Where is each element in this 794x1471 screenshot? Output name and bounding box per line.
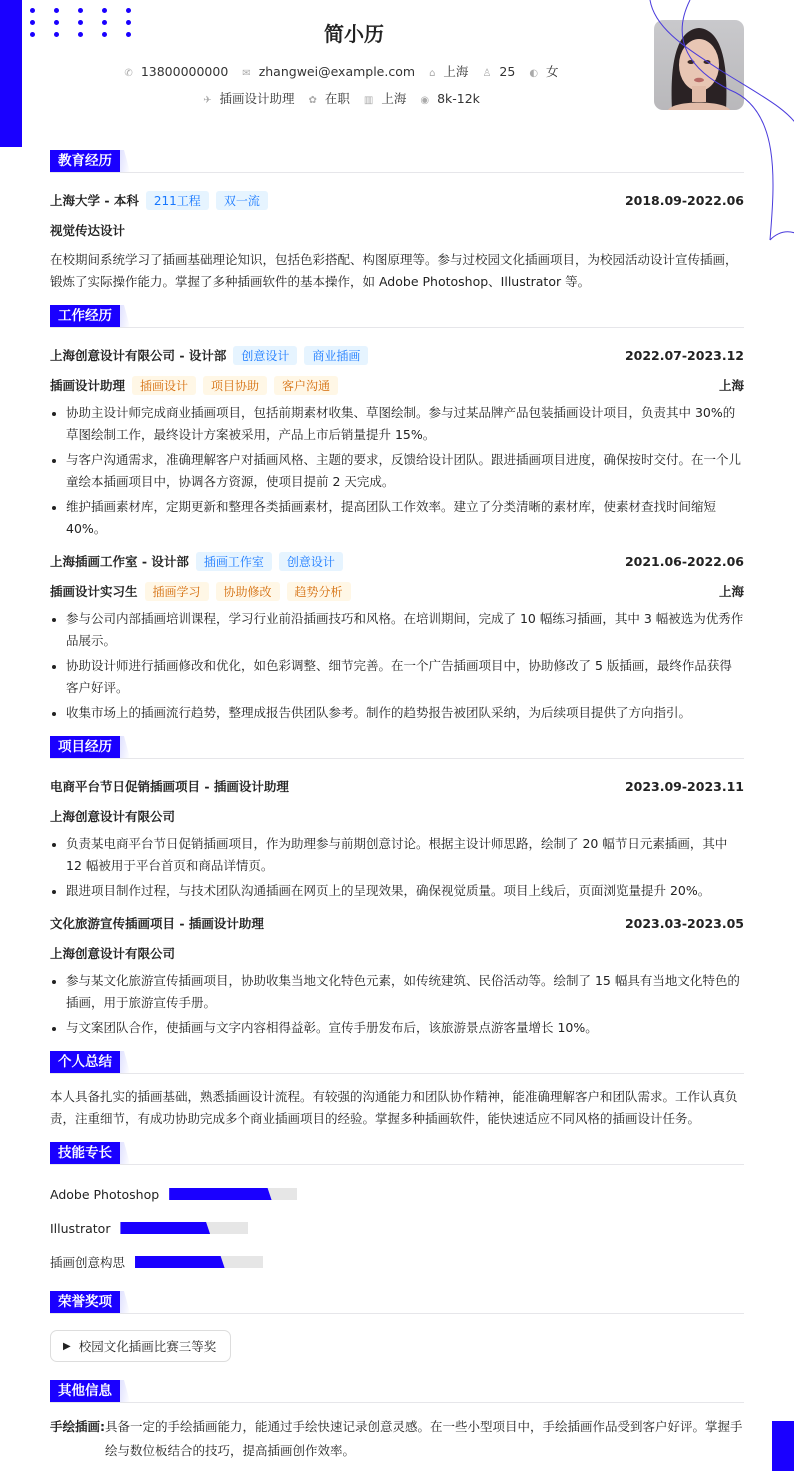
bullet-list bbox=[50, 608, 744, 724]
tag: 插画学习 bbox=[145, 582, 209, 601]
section-awards bbox=[50, 1291, 744, 1368]
tag: 插画工作室 bbox=[196, 552, 272, 571]
education-header bbox=[50, 185, 744, 215]
tag: 211工程 bbox=[146, 191, 209, 210]
section-header bbox=[50, 1291, 744, 1314]
intent-text: 插画设计助理 bbox=[219, 91, 295, 106]
contacts-text: 25 bbox=[499, 64, 516, 79]
dot bbox=[78, 8, 83, 13]
tag: 协助修改 bbox=[216, 582, 280, 601]
section-education bbox=[50, 150, 744, 293]
bullet-list bbox=[50, 970, 744, 1039]
status-icon: ✿ bbox=[308, 95, 317, 106]
role-row bbox=[50, 370, 744, 400]
info-item bbox=[242, 64, 415, 79]
section-title: 个人总结 bbox=[50, 1051, 120, 1073]
award-name: 校园文化插画比赛三等奖 bbox=[78, 1339, 217, 1354]
section-header bbox=[50, 305, 744, 328]
work-date: 2021.06-2022.06 bbox=[624, 553, 744, 569]
education-left bbox=[50, 191, 268, 210]
intent-text: 在职 bbox=[324, 91, 350, 106]
section-header bbox=[50, 736, 744, 759]
tag: 趋势分析 bbox=[287, 582, 351, 601]
skill-bar bbox=[120, 1222, 248, 1234]
tag: 创意设计 bbox=[279, 552, 343, 571]
other-value: 具备一定的手绘插画能力，能通过手绘快速记录创意灵感。在一些小型项目中，手绘插画作品受到客户好评。掌握手绘与数位板结合的技巧，提高插画创作效率。 bbox=[105, 1419, 743, 1458]
salary-icon: ◉ bbox=[420, 95, 430, 106]
section-title-decoration bbox=[120, 736, 130, 758]
bullet-item: 参与某文化旅游宣传插画项目，协助收集当地文化特色元素，如传统建筑、民俗活动等。绘制了 15 幅具有当地文化特色的插画，用于旅游宣传手册。 bbox=[50, 970, 744, 1014]
section-title: 教育经历 bbox=[50, 150, 120, 172]
section-title-decoration bbox=[120, 305, 130, 327]
section-title-decoration bbox=[120, 1051, 130, 1073]
age-icon: ♙ bbox=[482, 68, 492, 79]
tag: 创意设计 bbox=[233, 346, 297, 365]
home-icon: ⌂ bbox=[429, 68, 436, 79]
education-description: 在校期间系统学习了插画基础理论知识，包括色彩搭配、构图原理等。参与过校园文化插画项目，为校园活动设计宣传插画，锻炼了实际操作能力。掌握了多种插画软件的基本操作，如 Adobe Photoshop、Illustrator 等。 bbox=[50, 252, 738, 289]
accent-bar-bottom-right bbox=[772, 1421, 794, 1471]
dot bbox=[102, 8, 107, 13]
section-title-decoration bbox=[120, 1380, 130, 1402]
role-left bbox=[50, 376, 338, 395]
dot bbox=[126, 8, 131, 13]
project-header bbox=[50, 908, 744, 938]
bullet-item: 与文案团队合作，使插画与文字内容相得益彰。宣传手册发布后，该旅游景点游客量增长 10%。 bbox=[50, 1017, 744, 1039]
work-header bbox=[50, 546, 744, 576]
section-other bbox=[50, 1380, 744, 1463]
skill-name: Adobe Photoshop bbox=[50, 1186, 160, 1202]
section-header bbox=[50, 1380, 744, 1403]
section-summary bbox=[50, 1051, 744, 1130]
skill-bar-fill bbox=[169, 1188, 271, 1200]
gender-icon: ◐ bbox=[529, 68, 539, 79]
dot bbox=[54, 8, 59, 13]
info-item bbox=[364, 91, 406, 106]
contacts-text: 女 bbox=[546, 64, 559, 79]
summary-text: 本人具备扎实的插画基础，熟悉插画设计流程。有较强的沟通能力和团队协作精神，能准确理解客户和团队需求。工作认真负责，注重细节，有成功协助完成多个商业插画项目的经验。掌握多种插画软件，能快速适应不同风格的插画设计任务。 bbox=[50, 1089, 738, 1126]
tag: 客户沟通 bbox=[274, 376, 338, 395]
section-title: 其他信息 bbox=[50, 1380, 120, 1402]
work-left bbox=[50, 552, 343, 571]
section-skills bbox=[50, 1142, 744, 1279]
section-header bbox=[50, 1142, 744, 1165]
tag: 项目协助 bbox=[203, 376, 267, 395]
info-item bbox=[308, 91, 349, 106]
contacts-text: zhangwei@example.com bbox=[258, 64, 416, 79]
candidate-name: 简小历 bbox=[324, 22, 384, 46]
company-name: 上海插画工作室 - 设计部 bbox=[50, 554, 189, 569]
bullet-list bbox=[50, 833, 744, 902]
skill-item bbox=[50, 1177, 403, 1211]
skill-name: Illustrator bbox=[50, 1220, 111, 1236]
info-item bbox=[420, 91, 480, 106]
intent-text: 8k-12k bbox=[437, 91, 480, 106]
education-date: 2018.09-2022.06 bbox=[624, 192, 744, 208]
work-header bbox=[50, 340, 744, 370]
section-title-decoration bbox=[120, 150, 130, 172]
skill-bar-fill bbox=[120, 1222, 210, 1234]
dot bbox=[30, 8, 35, 13]
project-org: 上海创意设计有限公司 bbox=[50, 809, 176, 824]
project-name: 电商平台节日促销插画项目 - 插画设计助理 bbox=[50, 779, 289, 794]
mail-icon: ✉ bbox=[242, 68, 251, 79]
major-row bbox=[50, 215, 744, 245]
bullet-item: 参与公司内部插画培训课程，学习行业前沿插画技巧和风格。在培训期间，完成了 10 幅练习插画，其中 3 幅被选为优秀作品展示。 bbox=[50, 608, 744, 652]
other-key: 手绘插画: bbox=[50, 1419, 105, 1434]
contact-info bbox=[0, 62, 683, 80]
bullet-list bbox=[50, 402, 744, 540]
job-role: 插画设计实习生 bbox=[50, 584, 138, 599]
school-name: 上海大学 - 本科 bbox=[50, 193, 139, 208]
job-intent bbox=[0, 89, 683, 107]
project-header bbox=[50, 771, 744, 801]
section-title: 技能专长 bbox=[50, 1142, 120, 1164]
tag: 双一流 bbox=[216, 191, 268, 210]
skill-item bbox=[50, 1211, 403, 1245]
major: 视觉传达设计 bbox=[50, 223, 126, 238]
triangle-right-icon: ▶ bbox=[63, 1340, 71, 1352]
bullet-item: 收集市场上的插画流行趋势，整理成报告供团队参考。制作的趋势报告被团队采纳，为后续项目提供了方向指引。 bbox=[50, 702, 744, 724]
section-title: 项目经历 bbox=[50, 736, 120, 758]
plane-icon: ✈ bbox=[203, 95, 212, 106]
section-projects bbox=[50, 736, 744, 1039]
building-icon: ▥ bbox=[363, 95, 374, 106]
info-item bbox=[529, 64, 558, 79]
section-header bbox=[50, 150, 744, 173]
section-header bbox=[50, 1051, 744, 1074]
project-name: 文化旅游宣传插画项目 - 插画设计助理 bbox=[50, 916, 264, 931]
project-org: 上海创意设计有限公司 bbox=[50, 946, 176, 961]
skill-item bbox=[50, 1245, 403, 1279]
work-left bbox=[50, 346, 368, 365]
tag: 插画设计 bbox=[132, 376, 196, 395]
award-item[interactable] bbox=[50, 1330, 231, 1362]
section-title-decoration bbox=[120, 1142, 130, 1164]
skill-list bbox=[50, 1177, 744, 1279]
contacts-text: 13800000000 bbox=[140, 64, 229, 79]
bullet-item: 协助主设计师完成商业插画项目，包括前期素材收集、草图绘制。参与过某品牌产品包装插画设计项目，负责其中 30%的草图绘制工作，最终设计方案被采用，产品上市后销量提升 15%。 bbox=[50, 402, 744, 446]
skill-name: 插画创意构思 bbox=[50, 1255, 126, 1270]
work-city: 上海 bbox=[718, 584, 744, 599]
intent-text: 上海 bbox=[381, 91, 407, 106]
project-org-row bbox=[50, 938, 744, 968]
role-left bbox=[50, 582, 351, 601]
project-date: 2023.03-2023.05 bbox=[624, 915, 744, 931]
info-item bbox=[429, 64, 468, 79]
bullet-item: 与客户沟通需求，准确理解客户对插画风格、主题的要求，反馈给设计团队。跟进插画项目进度，确保按时交付。在一个儿童绘本插画项目中，协调各方资源，使项目提前 2 天完成。 bbox=[50, 449, 744, 493]
info-item bbox=[203, 91, 294, 106]
skill-bar-fill bbox=[135, 1256, 225, 1268]
company-name: 上海创意设计有限公司 - 设计部 bbox=[50, 348, 227, 363]
work-city: 上海 bbox=[718, 378, 744, 393]
bullet-item: 负责某电商平台节日促销插画项目，作为助理参与前期创意讨论。根据主设计师思路，绘制了 20 幅节日元素插画，其中 12 幅被用于平台首页和商品详情页。 bbox=[50, 833, 744, 877]
phone-icon: ✆ bbox=[124, 68, 133, 79]
skill-bar bbox=[135, 1256, 263, 1268]
resume-body bbox=[50, 138, 744, 1463]
info-item bbox=[482, 64, 515, 79]
bullet-item: 协助设计师进行插画修改和优化，如色彩调整、细节完善。在一个广告插画项目中，协助修改了 5 版插画，最终作品获得客户好评。 bbox=[50, 655, 744, 699]
role-row bbox=[50, 576, 744, 606]
work-date: 2022.07-2023.12 bbox=[624, 347, 744, 363]
project-org-row bbox=[50, 801, 744, 831]
skill-bar bbox=[169, 1188, 297, 1200]
contacts-text: 上海 bbox=[443, 64, 469, 79]
section-title: 工作经历 bbox=[50, 305, 120, 327]
bullet-item: 跟进项目制作过程，与技术团队沟通插画在网页上的呈现效果，确保视觉质量。项目上线后，页面浏览量提升 20%。 bbox=[50, 880, 744, 902]
info-item bbox=[124, 64, 228, 79]
section-title-decoration bbox=[120, 1291, 130, 1313]
project-date: 2023.09-2023.11 bbox=[624, 778, 744, 794]
section-title: 荣誉奖项 bbox=[50, 1291, 120, 1313]
other-item bbox=[50, 1415, 744, 1463]
tag: 商业插画 bbox=[304, 346, 368, 365]
bullet-item: 维护插画素材库，定期更新和整理各类插画素材，提高团队工作效率。建立了分类清晰的素材库，使素材查找时间缩短 40%。 bbox=[50, 496, 744, 540]
section-work bbox=[50, 305, 744, 724]
job-role: 插画设计助理 bbox=[50, 378, 126, 393]
